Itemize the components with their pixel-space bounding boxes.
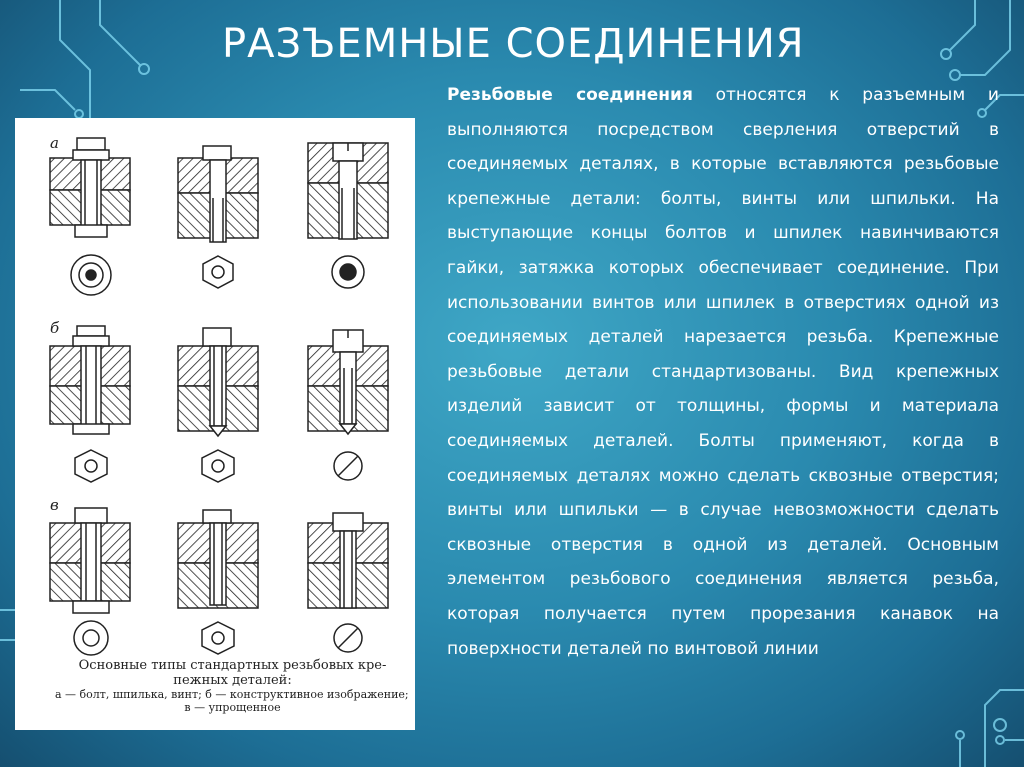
body-text: относятся к разъемным и выполняются посредством сверления отверстий в соединяемых деталях, в которые вставляются резьбовые крепежные детали: болты, винты или шпильки. На выступающие концы болтов и шпилек навинчиваются гайки, затяжка которых обеспечивает соединение. При использовании винтов или шпилек в отверстиях одной из соединяемых деталей нарезается резьба. Крепежные резьбовые детали стандартизованы. Вид крепежных изделий зависит от толщины, формы и материала соединяемых деталей. Болты применяют, когда в соединяемых деталях можно сделать сквозные отверстия; винты или шпильки — в случае невозможности сделать сквозные отверстия в одной из деталей. Основным элементом резьбового соединения является резьба, которая получается путем прорезания канавок на поверхности деталей по винтовой линии: [447, 85, 999, 659]
screw-constructive-drawing: [308, 330, 388, 480]
stud-drawing: [178, 146, 258, 288]
stud-constructive-drawing: [178, 328, 258, 482]
body-lead-term: Резьбовые соединения: [447, 85, 693, 105]
fasteners-drawing: [15, 118, 415, 730]
bolt-simplified-drawing: [50, 508, 130, 655]
body-paragraph: [447, 78, 999, 666]
stud-simplified-drawing: [178, 510, 258, 654]
screw-simplified-drawing: [308, 513, 388, 652]
caption-line-3: а — болт, шпилька, винт; б — конструктивное изображение;: [55, 688, 409, 701]
figure-caption: [55, 658, 410, 714]
caption-line-4: в — упрощенное: [184, 701, 281, 714]
bolt-constructive-drawing: [50, 326, 130, 482]
slide-title: РАЗЪЕМНЫЕ СОЕДИНЕНИЯ: [222, 21, 805, 67]
bolt-drawing: [50, 138, 130, 295]
caption-line-1: Основные типы стандартных резьбовых кре-: [78, 658, 387, 673]
row-label-v: в: [50, 496, 59, 514]
row-label-a: а: [50, 134, 59, 152]
caption-line-2: пежных деталей:: [173, 673, 292, 688]
row-label-b: б: [50, 319, 60, 337]
screw-drawing: [308, 143, 388, 288]
fasteners-figure: [15, 118, 415, 730]
